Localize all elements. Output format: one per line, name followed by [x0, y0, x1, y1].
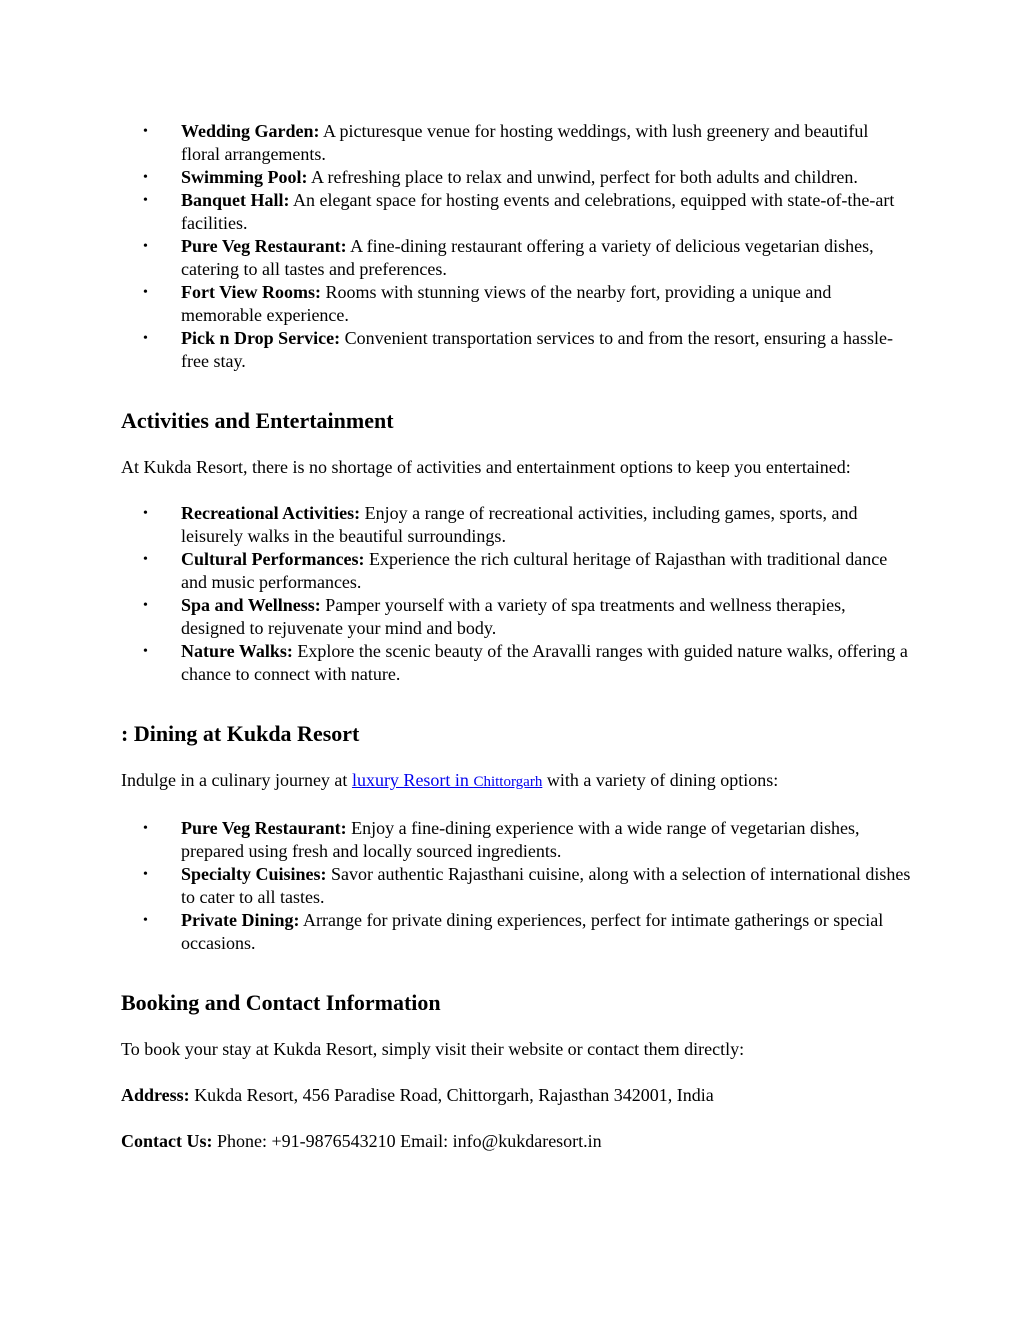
item-title: Pick n Drop Service:	[181, 328, 341, 348]
dining-intro	[121, 769, 911, 794]
item-desc: A picturesque venue for hosting weddings, with lush greenery and beautiful floral arrangements.	[181, 121, 869, 164]
dining-list	[121, 817, 911, 955]
document-page	[121, 120, 911, 1153]
item-title: Spa and Wellness:	[181, 595, 321, 615]
item-title: Wedding Garden:	[181, 121, 320, 141]
item-desc: Arrange for private dining experiences, perfect for intimate gatherings or special occasions.	[181, 910, 884, 953]
item-title: Nature Walks:	[181, 641, 293, 661]
item-title: Recreational Activities:	[181, 503, 361, 523]
bullet-icon: •	[143, 506, 148, 521]
address-line	[121, 1084, 911, 1107]
bullet-icon: •	[143, 552, 148, 567]
list-item	[121, 863, 911, 909]
list-item	[121, 120, 911, 166]
bullet-icon: •	[143, 285, 148, 300]
list-item	[121, 166, 911, 189]
item-desc: A fine-dining restaurant offering a variety of delicious vegetarian dishes, catering to all tastes and preferences.	[181, 236, 874, 279]
item-title: Pure Veg Restaurant:	[181, 818, 347, 838]
link-text-main[interactable]: luxury Resort in	[351, 770, 474, 790]
contact-line	[121, 1130, 911, 1153]
item-desc: Experience the rich cultural heritage of Rajasthan with traditional dance and music performances.	[181, 549, 888, 592]
bullet-icon: •	[143, 124, 148, 139]
list-item	[121, 640, 911, 686]
item-title: Private Dining:	[181, 910, 300, 930]
list-item	[121, 548, 911, 594]
item-desc: Explore the scenic beauty of the Aravalli ranges with guided nature walks, offering a chance to connect with nature.	[181, 641, 908, 684]
bullet-icon: •	[143, 193, 148, 208]
item-title: Pure Veg Restaurant:	[181, 236, 347, 256]
list-item	[121, 327, 911, 373]
item-title: Swimming Pool:	[181, 167, 308, 187]
activities-heading: Activities and Entertainment	[121, 408, 394, 433]
list-item	[121, 281, 911, 327]
item-title: Fort View Rooms:	[181, 282, 321, 302]
bullet-icon: •	[143, 239, 148, 254]
booking-intro: To book your stay at Kukda Resort, simply visit their website or contact them directly:	[121, 1039, 745, 1059]
booking-heading: Booking and Contact Information	[121, 990, 441, 1015]
item-desc: Convenient transportation services to and from the resort, ensuring a hassle-free stay.	[181, 328, 894, 371]
activities-list	[121, 502, 911, 686]
list-item	[121, 189, 911, 235]
bullet-icon: •	[143, 644, 148, 659]
list-item	[121, 502, 911, 548]
bullet-icon: •	[143, 821, 148, 836]
bullet-icon: •	[143, 331, 148, 346]
address-value: Kukda Resort, 456 Paradise Road, Chittorgarh, Rajasthan 342001, India	[189, 1085, 714, 1105]
luxury-resort-link[interactable]	[352, 770, 542, 790]
item-title: Specialty Cuisines:	[181, 864, 327, 884]
dining-intro-before: Indulge in a culinary journey at	[121, 770, 352, 790]
address-label: Address:	[121, 1085, 190, 1105]
item-desc: A refreshing place to relax and unwind, perfect for both adults and children.	[307, 167, 858, 187]
item-desc: Enjoy a range of recreational activities, including games, sports, and leisurely walks in the beautiful surroundings.	[181, 503, 858, 546]
activities-intro: At Kukda Resort, there is no shortage of activities and entertainment options to keep you entertained:	[121, 457, 851, 477]
contact-value: Phone: +91-9876543210 Email: info@kukdaresort.in	[212, 1131, 602, 1151]
bullet-icon: •	[143, 170, 148, 185]
item-desc: Savor authentic Rajasthani cuisine, along with a selection of international dishes to cater to all tastes.	[181, 864, 911, 907]
item-desc: Rooms with stunning views of the nearby fort, providing a unique and memorable experience.	[181, 282, 832, 325]
dining-intro-after: with a variety of dining options:	[542, 770, 779, 790]
item-title: Banquet Hall:	[181, 190, 290, 210]
link-text-city[interactable]: Chittorgarh	[473, 774, 543, 790]
contact-label: Contact Us:	[121, 1131, 213, 1151]
list-item	[121, 594, 911, 640]
bullet-icon: •	[143, 913, 148, 928]
list-item	[121, 817, 911, 863]
item-title: Cultural Performances:	[181, 549, 365, 569]
item-desc: An elegant space for hosting events and celebrations, equipped with state-of-the-art facilities.	[181, 190, 895, 233]
item-desc: Enjoy a fine-dining experience with a wide range of vegetarian dishes, prepared using fresh and locally sourced ingredients.	[181, 818, 860, 861]
item-desc: Pamper yourself with a variety of spa treatments and wellness therapies, designed to rejuvenate your mind and body.	[181, 595, 846, 638]
dining-heading: : Dining at Kukda Resort	[121, 721, 360, 746]
bullet-icon: •	[143, 598, 148, 613]
list-item	[121, 235, 911, 281]
list-item	[121, 909, 911, 955]
bullet-icon: •	[143, 867, 148, 882]
amenities-list	[121, 120, 911, 373]
